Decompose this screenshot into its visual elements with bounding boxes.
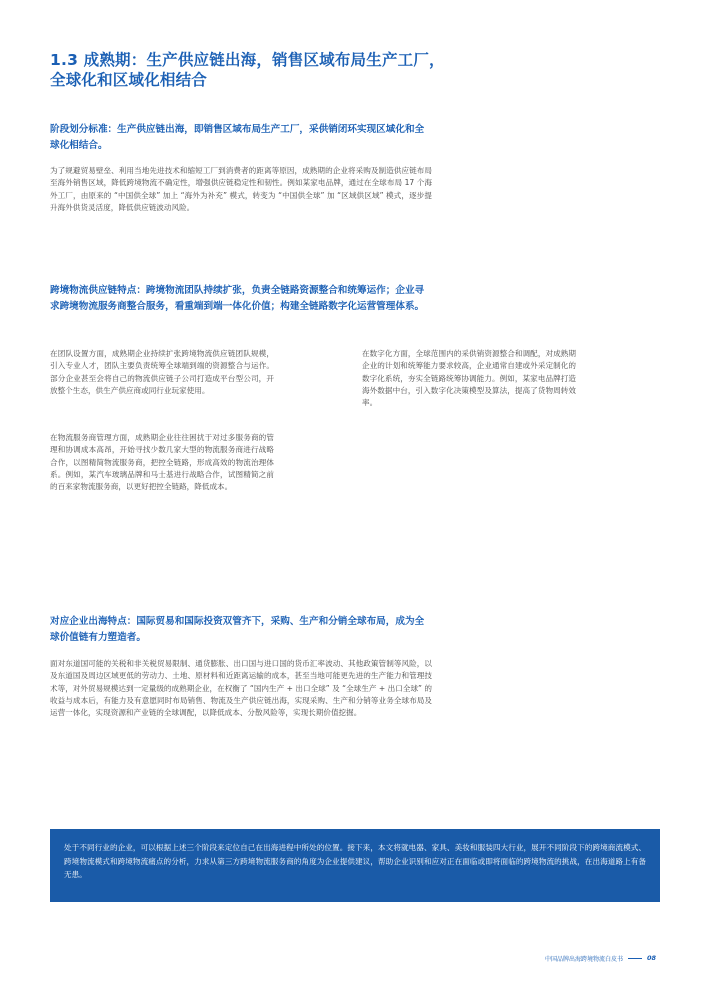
page-title: 1.3 成熟期：生产供应链出海，销售区域布局生产工厂，全球化和区域化相结合 bbox=[50, 51, 445, 89]
section-2-heading: 跨境物流供应链特点：跨境物流团队持续扩张，负责全链路资源整合和统筹运作；企业寻求跨境物流服务商整合服务，看重端到端一体化价值；构建全链路数字化运营管理体系。 bbox=[50, 285, 425, 312]
section-1-paragraph: 为了规避贸易壁垒、利用当地先进技术和缩短工厂到消费者的距离等原因，成熟期的企业将采购及制造供应链布局至海外销售区域，降低跨境物流不确定性，增强供应链稳定性和韧性。例如某家电品牌，通过在全球布局 17 个海外工厂，由原来的 “中国供全球” 加上 “海外为补充” 模式，转变为 “中国供全球” 加 “区域供区域” 模式，逐步提升海外供货灵活度，降低供应链波动风险。 bbox=[50, 166, 432, 212]
section-2-right-paragraph: 在数字化方面，全球范围内的采供销资源整合和调配，对成熟期企业的计划和统筹能力要求较高，企业通常自建或外采定制化的数字化系统，夯实全链路统筹协调能力。例如，某家电品牌打造海外数据中台，引入数字化决策模型及算法，提高了货物周转效率。 bbox=[362, 349, 576, 408]
footer-divider bbox=[628, 958, 642, 959]
section-3-heading: 对应企业出海特点：国际贸易和国际投资双管齐下，采购、生产和分销全球布局，成为全球价值链有力塑造者。 bbox=[50, 616, 425, 643]
footer-title: 中国品牌出海跨境物流白皮书 bbox=[544, 955, 623, 963]
page-footer bbox=[545, 952, 656, 964]
section-2-left-paragraph-1: 在团队设置方面，成熟期企业持续扩张跨境物流供应链团队规模，引入专业人才，团队主要负责统筹全球端到端的资源整合与运作。部分企业甚至会将自己的物流供应链子公司打造成平台型公司，开放整个生态，供生产供应商或同行业玩家使用。 bbox=[50, 349, 274, 395]
summary-callout-text: 处于不同行业的企业，可以根据上述三个阶段来定位自己在出海进程中所处的位置。接下来，本文将就电器、家具、美妆和服装四大行业，展开不同阶段下的跨境商流模式、跨境物流模式和跨境物流痛点的分析，力求从第三方跨境物流服务商的角度为企业提供建议，帮助企业识别和应对正在面临或即将面临的跨境物流的挑战，在出海道路上有备无患。 bbox=[64, 843, 646, 880]
section-2-left-paragraph-2: 在物流服务商管理方面，成熟期企业往往困扰于对过多服务商的管理和协调成本高昂，开始寻找少数几家大型的物流服务商进行战略合作，以图精简物流服务商，把控全链路，形成高效的物流治理体系。例如，某汽车玻璃品牌和马士基进行战略合作，试图精简之前的百来家物流服务商，以更好把控全链路，降低成本。 bbox=[50, 433, 274, 492]
section-3-paragraph: 面对东道国可能的关税和非关税贸易限制、通货膨胀、出口国与进口国的货币汇率波动、其他政策管制等风险，以及东道国及周边区域更低的劳动力、土地、原材料和近距离运输的成本，甚至当地可能更先进的生产能力和管理技术等，对外贸易规模达到一定量级的成熟期企业，在权衡了 “国内生产 + 出口全球” 及 “全球生产 + 出口全球” 的收益与成本后，有能力及有意愿同时布局销售、物流及生产供应链出海，实现采购、生产和分销等业务全球布局及运营一体化，实现资源和产业链的全球调配，以降低成本、分散风险等，实现长期价值挖掘。 bbox=[50, 659, 432, 718]
section-1-heading: 阶段划分标准：生产供应链出海，即销售区域布局生产工厂，采供销闭环实现区域化和全球化相结合。 bbox=[50, 124, 425, 151]
summary-callout bbox=[50, 829, 660, 902]
page-number: 08 bbox=[646, 954, 656, 962]
